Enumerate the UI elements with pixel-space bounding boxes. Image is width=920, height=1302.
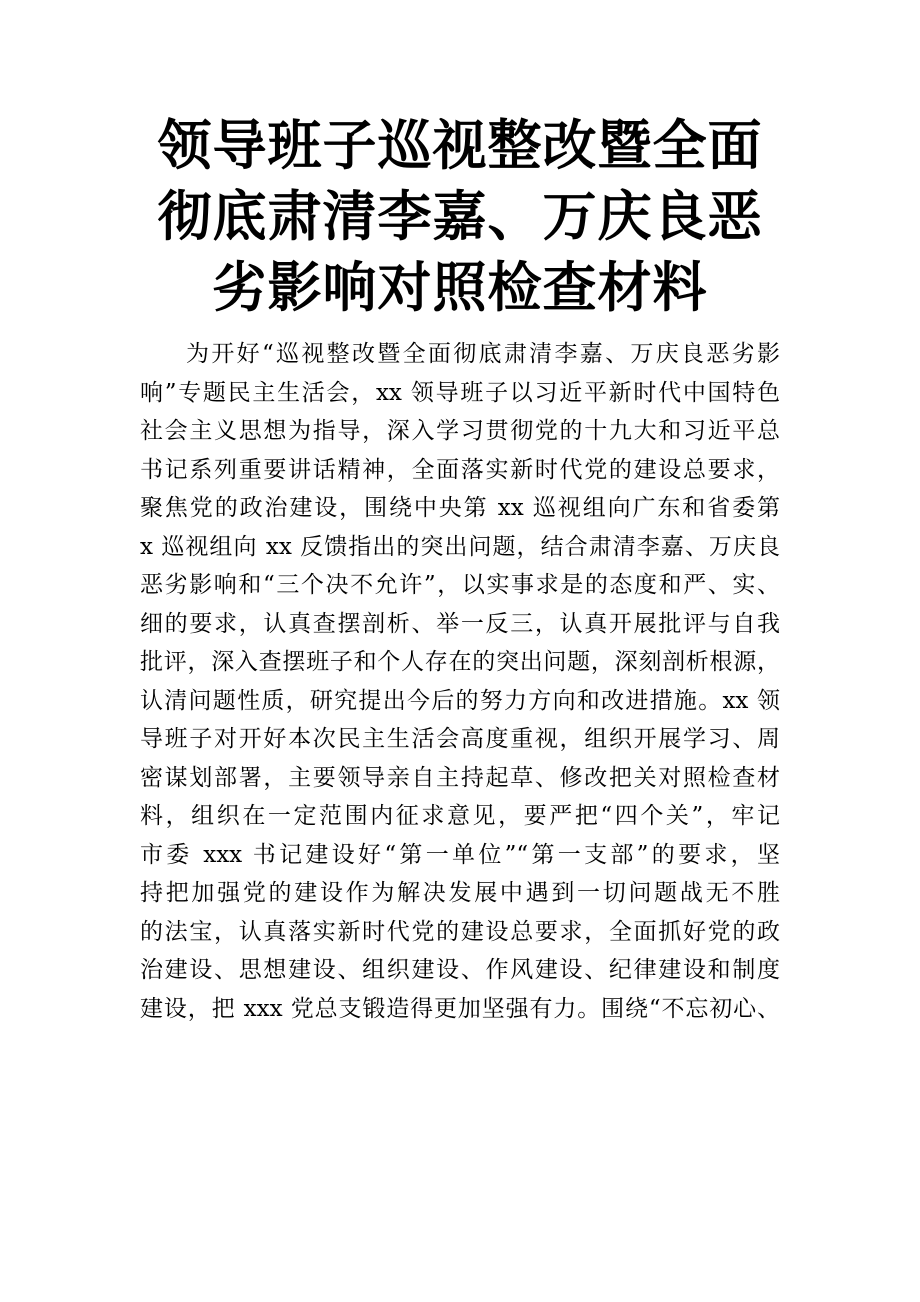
document-title xyxy=(120,110,800,323)
body-line: 料，组织在一定范围内征求意见，要严把“四个关”，牢记 xyxy=(140,803,780,829)
body-line: x 巡视组向 xx 反馈指出的突出问题，结合肃清李嘉、万庆良 xyxy=(140,533,780,560)
title-line-1: 领导班子巡视整改暨全面 xyxy=(157,114,763,177)
body-line: 的法宝，认真落实新时代党的建设总要求，全面抓好党的政 xyxy=(140,918,780,945)
body-line: 社会主义思想为指导，深入学习贯彻党的十九大和习近平总 xyxy=(140,418,780,444)
body-line: 为开好“巡视整改暨全面彻底肃清李嘉、万庆良恶劣影 xyxy=(186,341,780,367)
body-line: 书记系列重要讲话精神，全面落实新时代党的建设总要求， xyxy=(140,456,780,483)
body-line: 聚焦党的政治建设，围绕中央第 xx 巡视组向广东和省委第 xyxy=(140,495,780,521)
body-paragraph xyxy=(140,335,780,1028)
body-line: 密谋划部署，主要领导亲自主持起草、修改把关对照检查材 xyxy=(140,764,780,791)
body-line: 导班子对开好本次民主生活会高度重视，组织开展学习、周 xyxy=(140,726,780,752)
body-line: 治建设、思想建设、组织建设、作风建设、纪律建设和制度 xyxy=(140,957,780,983)
title-line-3: 劣影响对照检查材料 xyxy=(212,256,708,319)
body-line: 恶劣影响和“三个决不允许”，以实事求是的态度和严、实、 xyxy=(140,572,780,598)
body-line: 批评，深入查摆班子和个人存在的突出问题，深刻剖析根源， xyxy=(140,649,780,675)
body-line: 响”专题民主生活会，xx 领导班子以习近平新时代中国特色 xyxy=(140,379,780,406)
body-line: 持把加强党的建设作为解决发展中遇到一切问题战无不胜 xyxy=(140,880,780,906)
body-line: 认清问题性质，研究提出今后的努力方向和改进措施。xx 领 xyxy=(140,687,780,714)
body-line: 建设，把 xxx 党总支锻造得更加坚强有力。围绕“不忘初心、 xyxy=(140,995,780,1022)
title-line-2: 彻底肃清李嘉、万庆良恶 xyxy=(157,185,763,248)
body-line: 市委 xxx 书记建设好“第一单位”“第一支部”的要求，坚 xyxy=(140,841,780,868)
body-line: 细的要求，认真查摆剖析、举一反三，认真开展批评与自我 xyxy=(140,610,780,637)
